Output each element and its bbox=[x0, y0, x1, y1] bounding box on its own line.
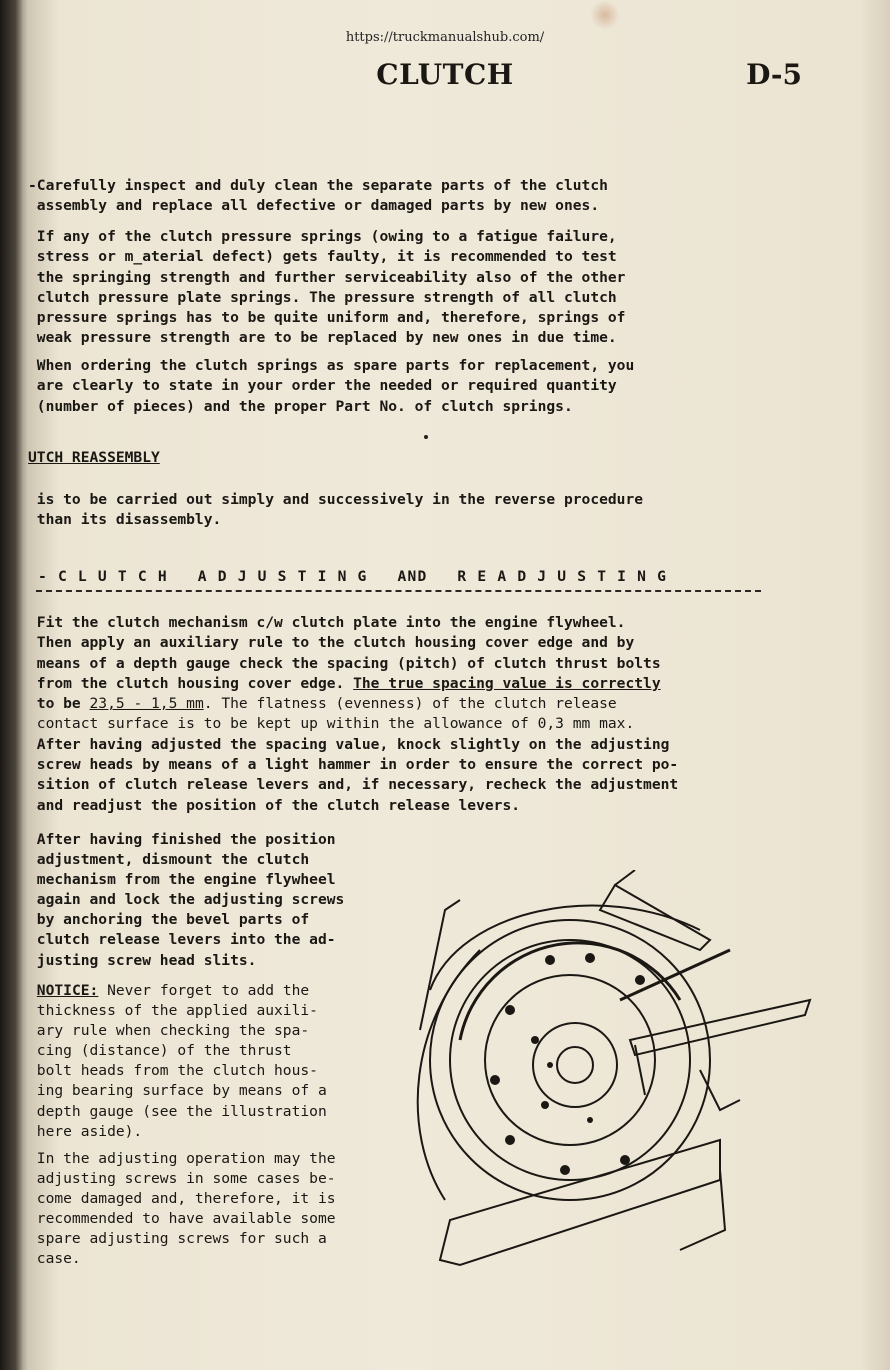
paragraph-ordering-springs: When ordering the clutch springs as spare parts for replacement, you are clearly to state in your order the needed or required quantity (number of pieces) and the proper Part No. of clutch springs. bbox=[36, 357, 635, 415]
source-url[interactable]: https://truckmanualshub.com/ bbox=[345, 30, 545, 45]
reassembly-heading: UTCH REASSEMBLY bbox=[28, 449, 160, 466]
page-title: CLUTCH bbox=[376, 58, 514, 91]
adjusting-text-1: Fit the clutch mechanism c/w clutch plate into the engine flywheel. Then apply an auxiliary rule to the clutch housing cover edge and by means of a depth gauge check the spacing (pitch) of clutch thrust bolts from the clutch housing cover edge. bbox=[36, 614, 661, 692]
spacing-suffix: . The flatness (evenness) of the clutch release bbox=[203, 695, 617, 713]
notice-label: NOTICE: bbox=[36, 982, 99, 999]
spacing-emphasis: The true spacing value is correctly bbox=[353, 674, 661, 692]
notice-text: Never forget to add the thickness of the applied auxili- ary rule when checking the spa- cing (distance) of the thrust bolt heads from the clutch hous- ing bearing surface by means of a depth gauge (see the illustration here aside). bbox=[36, 982, 327, 1140]
adjusting-text-2: After having adjusted the spacing value, knock slightly on the adjusting screw heads by means of a light hammer in order to ensure the correct po- sition of clutch release levers and, if necessary, recheck the adjustment and readjust the position of the clutch release levers. bbox=[36, 735, 679, 814]
notice-spacer bbox=[28, 982, 37, 999]
clutch-depth-gauge-illustration bbox=[400, 870, 820, 1290]
heading-dashed-rule bbox=[36, 590, 761, 592]
spacing-prefix: to be bbox=[28, 695, 90, 713]
page-number: D-5 bbox=[746, 58, 802, 91]
reassembly-text: is to be carried out simply and successively in the reverse procedure than its disassembly. bbox=[36, 491, 644, 529]
adjusting-paragraph bbox=[28, 613, 678, 816]
spacing-value: 23,5 - 1,5 mm bbox=[89, 695, 204, 713]
flatness-text: contact surface is to be kept up within the allowance of 0,3 mm max. bbox=[28, 715, 635, 733]
stray-dot bbox=[424, 435, 428, 439]
notice-paragraph bbox=[28, 981, 327, 1142]
dismount-paragraph: After having finished the position adjustment, dismount the clutch mechanism from the engine flywheel again and lock the adjusting screws by anchoring the bevel parts of clutch release levers into the ad- justing screw head slits. bbox=[36, 831, 345, 969]
book-spine-shadow bbox=[0, 0, 22, 1370]
damage-paragraph: In the adjusting operation may the adjusting screws in some cases be- come damaged and, therefore, it is recommended to have available some spare adjusting screws for such a case. bbox=[36, 1150, 336, 1268]
paragraph-pressure-springs: If any of the clutch pressure springs (owing to a fatigue failure, stress or m_aterial defect) gets faulty, it is recommended to test the springing strength and further serviceability also of the other clutch pressure plate springs. The pressure strength of all clutch pressure springs has to be quite uniform and, therefore, springs of weak pressure strength are to be replaced by new ones in due time. bbox=[36, 228, 626, 347]
paragraph-inspect: -Carefully inspect and duly clean the separate parts of the clutch assembly and replace all defective or damaged parts by new ones. bbox=[28, 177, 608, 215]
adjusting-heading: - C L U T C H A D J U S T I N G AND R E A D J U S T I N G bbox=[28, 568, 668, 585]
paper-stain bbox=[590, 0, 620, 30]
